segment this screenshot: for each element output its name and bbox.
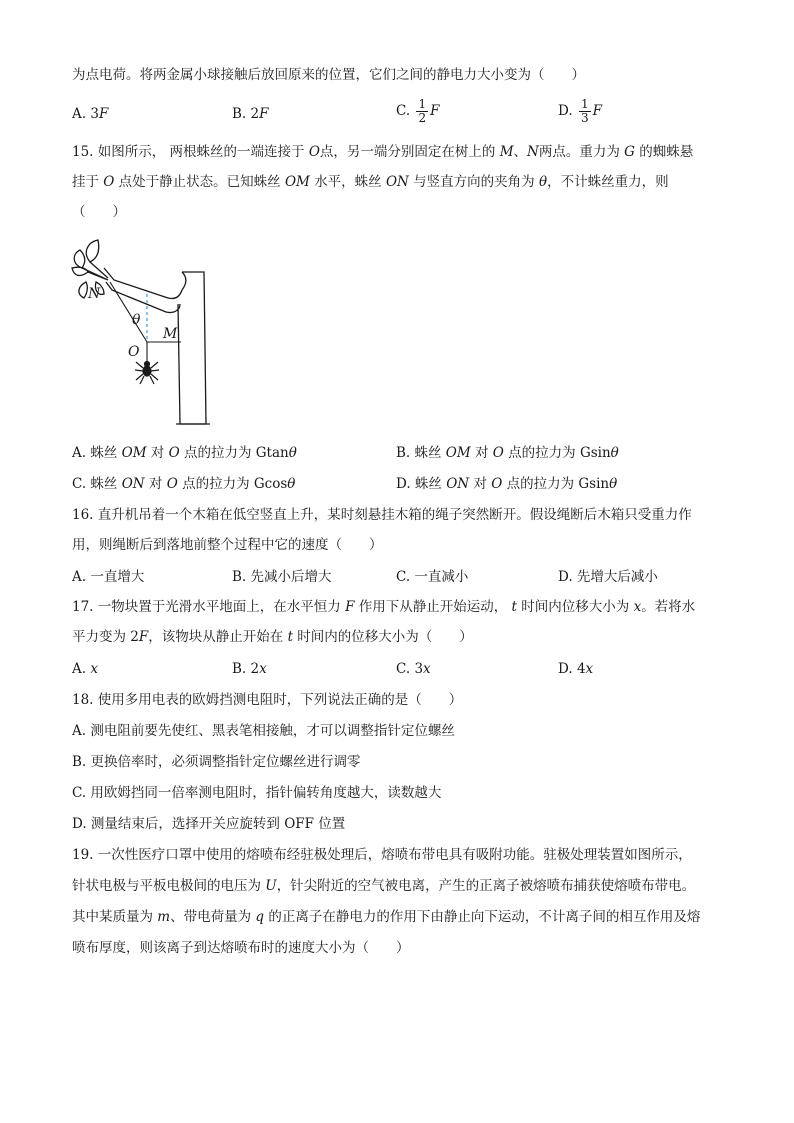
q16-stem-line-1: 16. 直升机吊着一个木箱在低空竖直上升，某时刻悬挂木箱的绳子突然断开。假设绳断后木箱只受重力作 [72,507,692,523]
q16-option-d[interactable]: D. 先增大后减小 [558,569,658,585]
q17-option-b[interactable]: B. 2x [232,661,267,677]
q18-option-c[interactable]: C. 用欧姆挡同一倍率测电阻时，指针偏转角度越大，读数越大 [72,785,442,801]
q17-option-a[interactable]: A. x [72,661,98,677]
q14-option-a[interactable]: A. 3F [72,106,109,122]
q14-option-b[interactable]: B. 2F [232,106,269,122]
q16-option-c[interactable]: C. 一直减小 [396,569,469,585]
q18-option-d[interactable]: D. 测量结束后，选择开关应旋转到 OFF 位置 [72,816,346,832]
q18-option-a[interactable]: A. 测电阻前要先使红、黑表笔相接触，才可以调整指针定位螺丝 [72,723,455,739]
leaf-icon [86,240,98,262]
q18-stem: 18. 使用多用电表的欧姆挡测电阻时，下列说法正确的是（ ） [72,692,463,708]
leaf-icon [79,282,87,298]
q15-stem-line-2: 挂于 O 点处于静止状态。已知蛛丝 OM 水平，蛛丝 ON 与竖直方向的夹角为 θ，不计蛛丝重力，则 [72,174,669,190]
q19-stem-line-2: 针状电极与平板电极间的电压为 U，针尖附近的空气被电离，产生的正离子被熔喷布捕获使熔喷布带电。 [72,878,696,894]
q19-stem-line-1: 19. 一次性医疗口罩中使用的熔喷布经驻极处理后，熔喷布带电具有吸附功能。驻极处理装置如图所示， [72,847,692,863]
q14-option-d[interactable]: D. $\frac{1}{3}$ F [558,97,602,125]
q17-stem-line-2: 平力变为 2F，该物块从静止开始在 t 时间内的位移大小为（ ） [72,629,473,645]
q18-option-b[interactable]: B. 更换倍率时，必须调整指针定位螺丝进行调零 [72,754,361,770]
q17-option-c[interactable]: C. 3x [396,661,431,677]
q15-option-a[interactable]: A. 蛛丝 OM 对 O 点的拉力为 Gtanθ [72,445,297,461]
q16-option-b[interactable]: B. 先减小后增大 [232,569,332,585]
leaf-icon [72,267,88,275]
q15-option-b[interactable]: B. 蛛丝 OM 对 O 点的拉力为 Gsinθ [396,445,619,461]
q17-option-d[interactable]: D. 4x [558,661,594,677]
fraction: $\frac{1}{3}$ [580,97,589,125]
label-o: O [128,344,140,360]
q15-option-c[interactable]: C. 蛛丝 ON 对 O 点的拉力为 Gcosθ [72,476,296,492]
fraction: $\frac{1}{2}$ [418,97,427,125]
q15-stem-line-3: （ ） [72,204,126,220]
q19-stem-line-4: 喷布厚度，则该离子到达熔喷布时的速度大小为（ ） [72,940,410,956]
spider-icon [135,362,159,385]
q19-stem-line-3: 其中某质量为 m、带电荷量为 q 的正离子在静电力的作用下由静止向下运动，不计离子间的相互作用及熔 [72,909,701,925]
q14-option-c[interactable]: C. $\frac{1}{2}$ F [396,97,440,125]
q14-stem: 为点电荷。将两金属小球接触后放回原来的位置，它们之间的静电力大小变为（ ） [72,67,585,83]
label-m: M [163,326,178,342]
q16-stem-line-2: 用，则绳断后到落地前整个过程中它的速度（ ） [72,537,383,553]
q15-option-d[interactable]: D. 蛛丝 ON 对 O 点的拉力为 Gsinθ [396,476,618,492]
q16-option-a[interactable]: A. 一直增大 [72,569,145,585]
label-n: N [88,286,101,302]
spider-tree-figure [68,232,218,432]
leaf-icon [74,250,85,268]
q15-stem-line-1: 15. 如图所示， 两根蛛丝的一端连接于 O点，另一端分别固定在树上的 M、N两点。重力为 G 的蜘蛛悬 [72,144,694,160]
q17-stem-line-1: 17. 一物块置于光滑水平地面上，在水平恒力 F 作用下从静止开始运动， t 时间内位移大小为 x。若将水 [72,599,696,615]
label-theta: θ [132,312,141,328]
